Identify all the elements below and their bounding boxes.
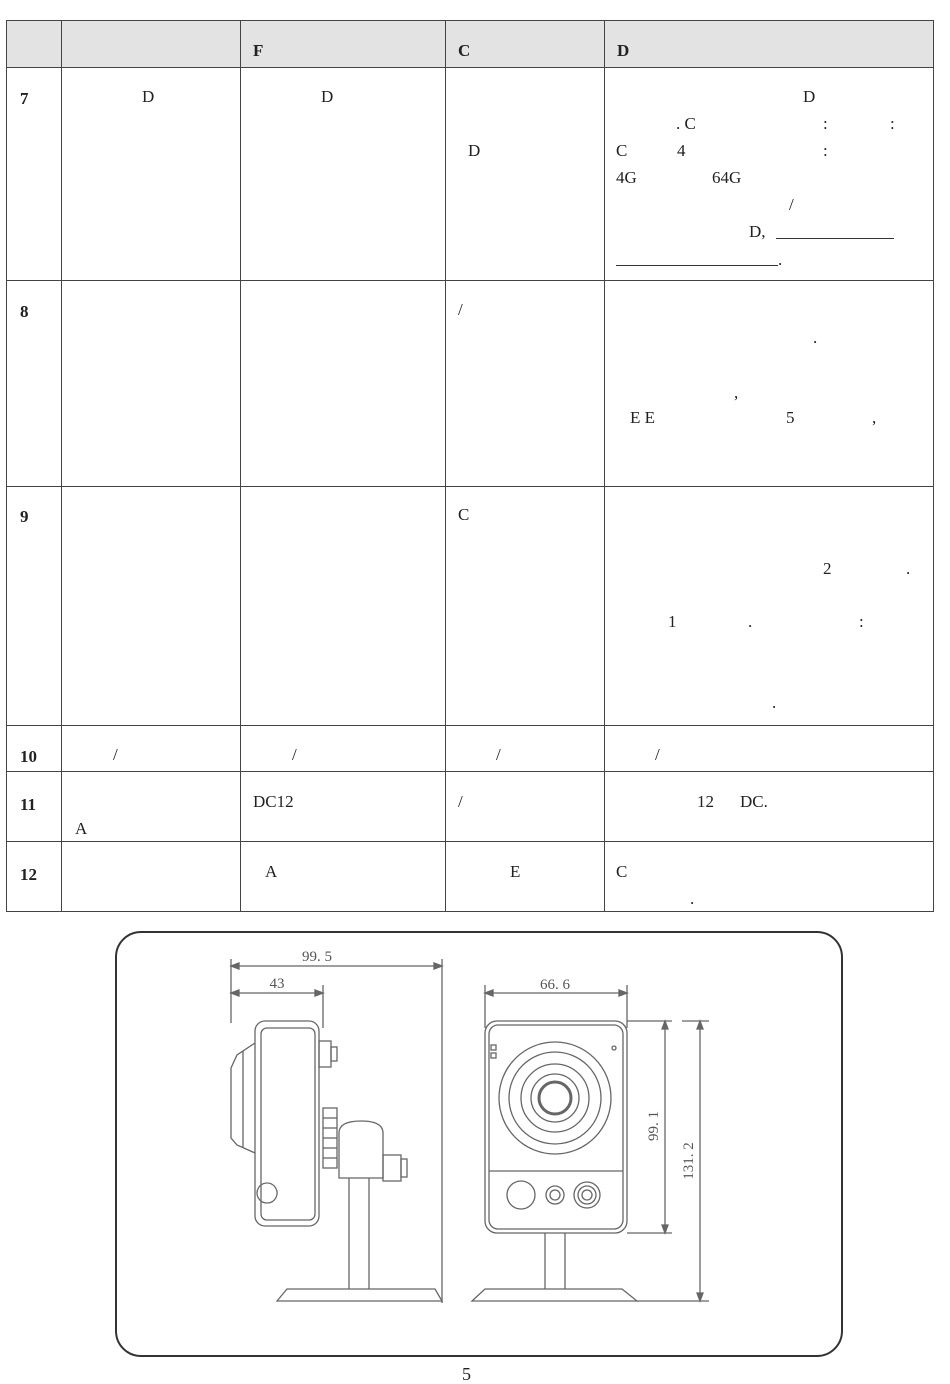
cell-text: , [872,408,877,427]
cell-text: . [690,889,695,908]
dimension-label: 66. 6 [540,977,570,993]
camera-dimension-drawing [115,931,843,1357]
cell-text: 12 [697,792,714,811]
header-cell [605,21,934,68]
row-number: 12 [20,865,37,884]
cell-text: : [823,141,828,160]
cell-text: . [778,250,783,269]
front-view [472,985,709,1301]
camera-drawing-svg [117,933,841,1355]
table-row [7,281,934,487]
row-number: 8 [20,302,29,321]
cell-text: D [468,141,481,160]
table-row [7,726,934,772]
dimension-label: 99. 5 [302,949,332,965]
row-number: 9 [20,507,29,526]
cell-text: D, [749,222,766,241]
cell-text: C [616,141,628,160]
cell-text: DC12 [253,792,294,811]
dimension-label: 131. 2 [681,1142,697,1180]
cell-text: 2 [823,559,832,578]
cell-text: / [113,745,118,764]
cell-text: . [772,693,777,712]
page-number: 5 [462,1364,471,1384]
dimension-label: 99. 1 [646,1111,662,1141]
cell-text: A [265,862,278,881]
fill-in-blank [616,265,778,266]
header-cell [62,21,241,68]
cell-text: A [75,819,88,838]
cell-text: : [890,114,895,133]
cell-text: 4 [677,141,686,160]
cell-text: 5 [786,408,795,427]
cell-text: C [616,862,628,881]
cell-text: . [813,328,818,347]
cell-text: . [906,559,911,578]
header-label: F [253,41,264,60]
cell-text: / [458,300,463,319]
cell-text: D [142,87,155,106]
cell-text: E [510,862,521,881]
cell-text: 64G [712,168,742,187]
table-row [7,487,934,726]
row-number: 10 [20,747,37,766]
header-cell [7,21,62,68]
cell-text: / [789,195,794,214]
cell-text: D [321,87,334,106]
header-label: C [458,41,471,60]
cell-text: / [496,745,501,764]
cell-text: / [655,745,660,764]
cell-text: E E [630,408,656,427]
dimension-label: 43 [269,976,285,992]
header-label: D [617,41,630,60]
row-number: 7 [20,89,29,108]
cell-text: D [803,87,816,106]
cell-text: 1 [668,612,677,631]
header-cell [241,21,446,68]
cell-text: C [458,505,470,524]
cell-text: / [292,745,297,764]
row-number: 11 [20,795,37,814]
table-row [7,842,934,912]
cell-text: DC. [740,792,768,811]
fill-in-blank [776,238,894,239]
cell-text: : [859,612,864,631]
cell-text: 4G [616,168,637,187]
cell-text: / [458,792,463,811]
side-view [231,959,442,1303]
cell-text: : [823,114,828,133]
table-row [7,772,934,842]
cell-text: . C [676,114,696,133]
cell-text: . [748,612,753,631]
cell-text: , [734,383,739,402]
